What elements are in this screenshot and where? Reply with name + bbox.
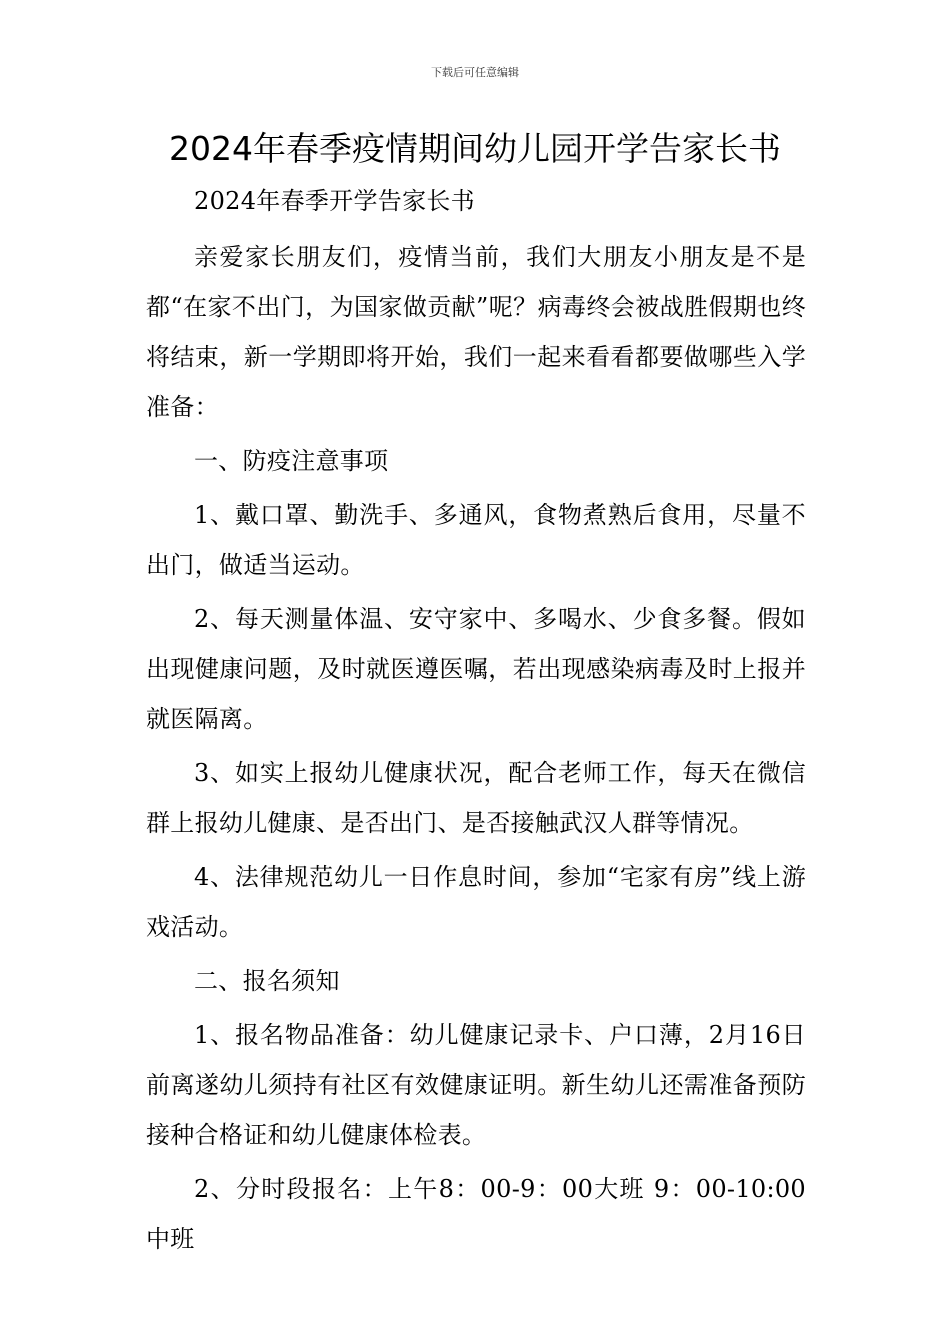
- registration-item-2: 2、分时段报名：上午8：00-9：00大班 9：00-10:00中班: [146, 1175, 806, 1253]
- greeting-paragraph: 亲爱家长朋友们，疫情当前，我们大朋友小朋友是不是都“在家不出门，为国家做贡献”呢？病毒终会被战胜假期也终将结束，新一学期即将开始，我们一起来看看都要做哪些入学准备：: [146, 243, 806, 421]
- section-heading-registration: 二、报名须知: [194, 967, 340, 995]
- prevention-item-2: 2、每天测量体温、安守家中、多喝水、少食多餐。假如出现健康问题，及时就医遵医嘱，若出现感染病毒及时上报并就医隔离。: [146, 605, 806, 733]
- header-note: 下载后可任意编辑: [431, 66, 519, 79]
- prevention-item-4: 4、法律规范幼儿一日作息时间，参加“宅家有房”线上游戏活动。: [146, 863, 806, 941]
- document-title: 2024年春季疫情期间幼儿园开学告家长书: [169, 129, 781, 168]
- section-heading-prevention: 一、防疫注意事项: [194, 447, 389, 475]
- prevention-item-3: 3、如实上报幼儿健康状况，配合老师工作，每天在微信群上报幼儿健康、是否出门、是否接触武汉人群等情况。: [146, 759, 806, 837]
- subtitle-paragraph: 2024年春季开学告家长书: [194, 187, 475, 215]
- prevention-item-1: 1、戴口罩、勤洗手、多通风，食物煮熟后食用，尽量不出门，做适当运动。: [146, 501, 806, 579]
- registration-item-1: 1、报名物品准备：幼儿健康记录卡、户口薄，2月16日前离遂幼儿须持有社区有效健康证明。新生幼儿还需准备预防接种合格证和幼儿健康体检表。: [146, 1021, 806, 1149]
- document-body: [146, 176, 806, 1268]
